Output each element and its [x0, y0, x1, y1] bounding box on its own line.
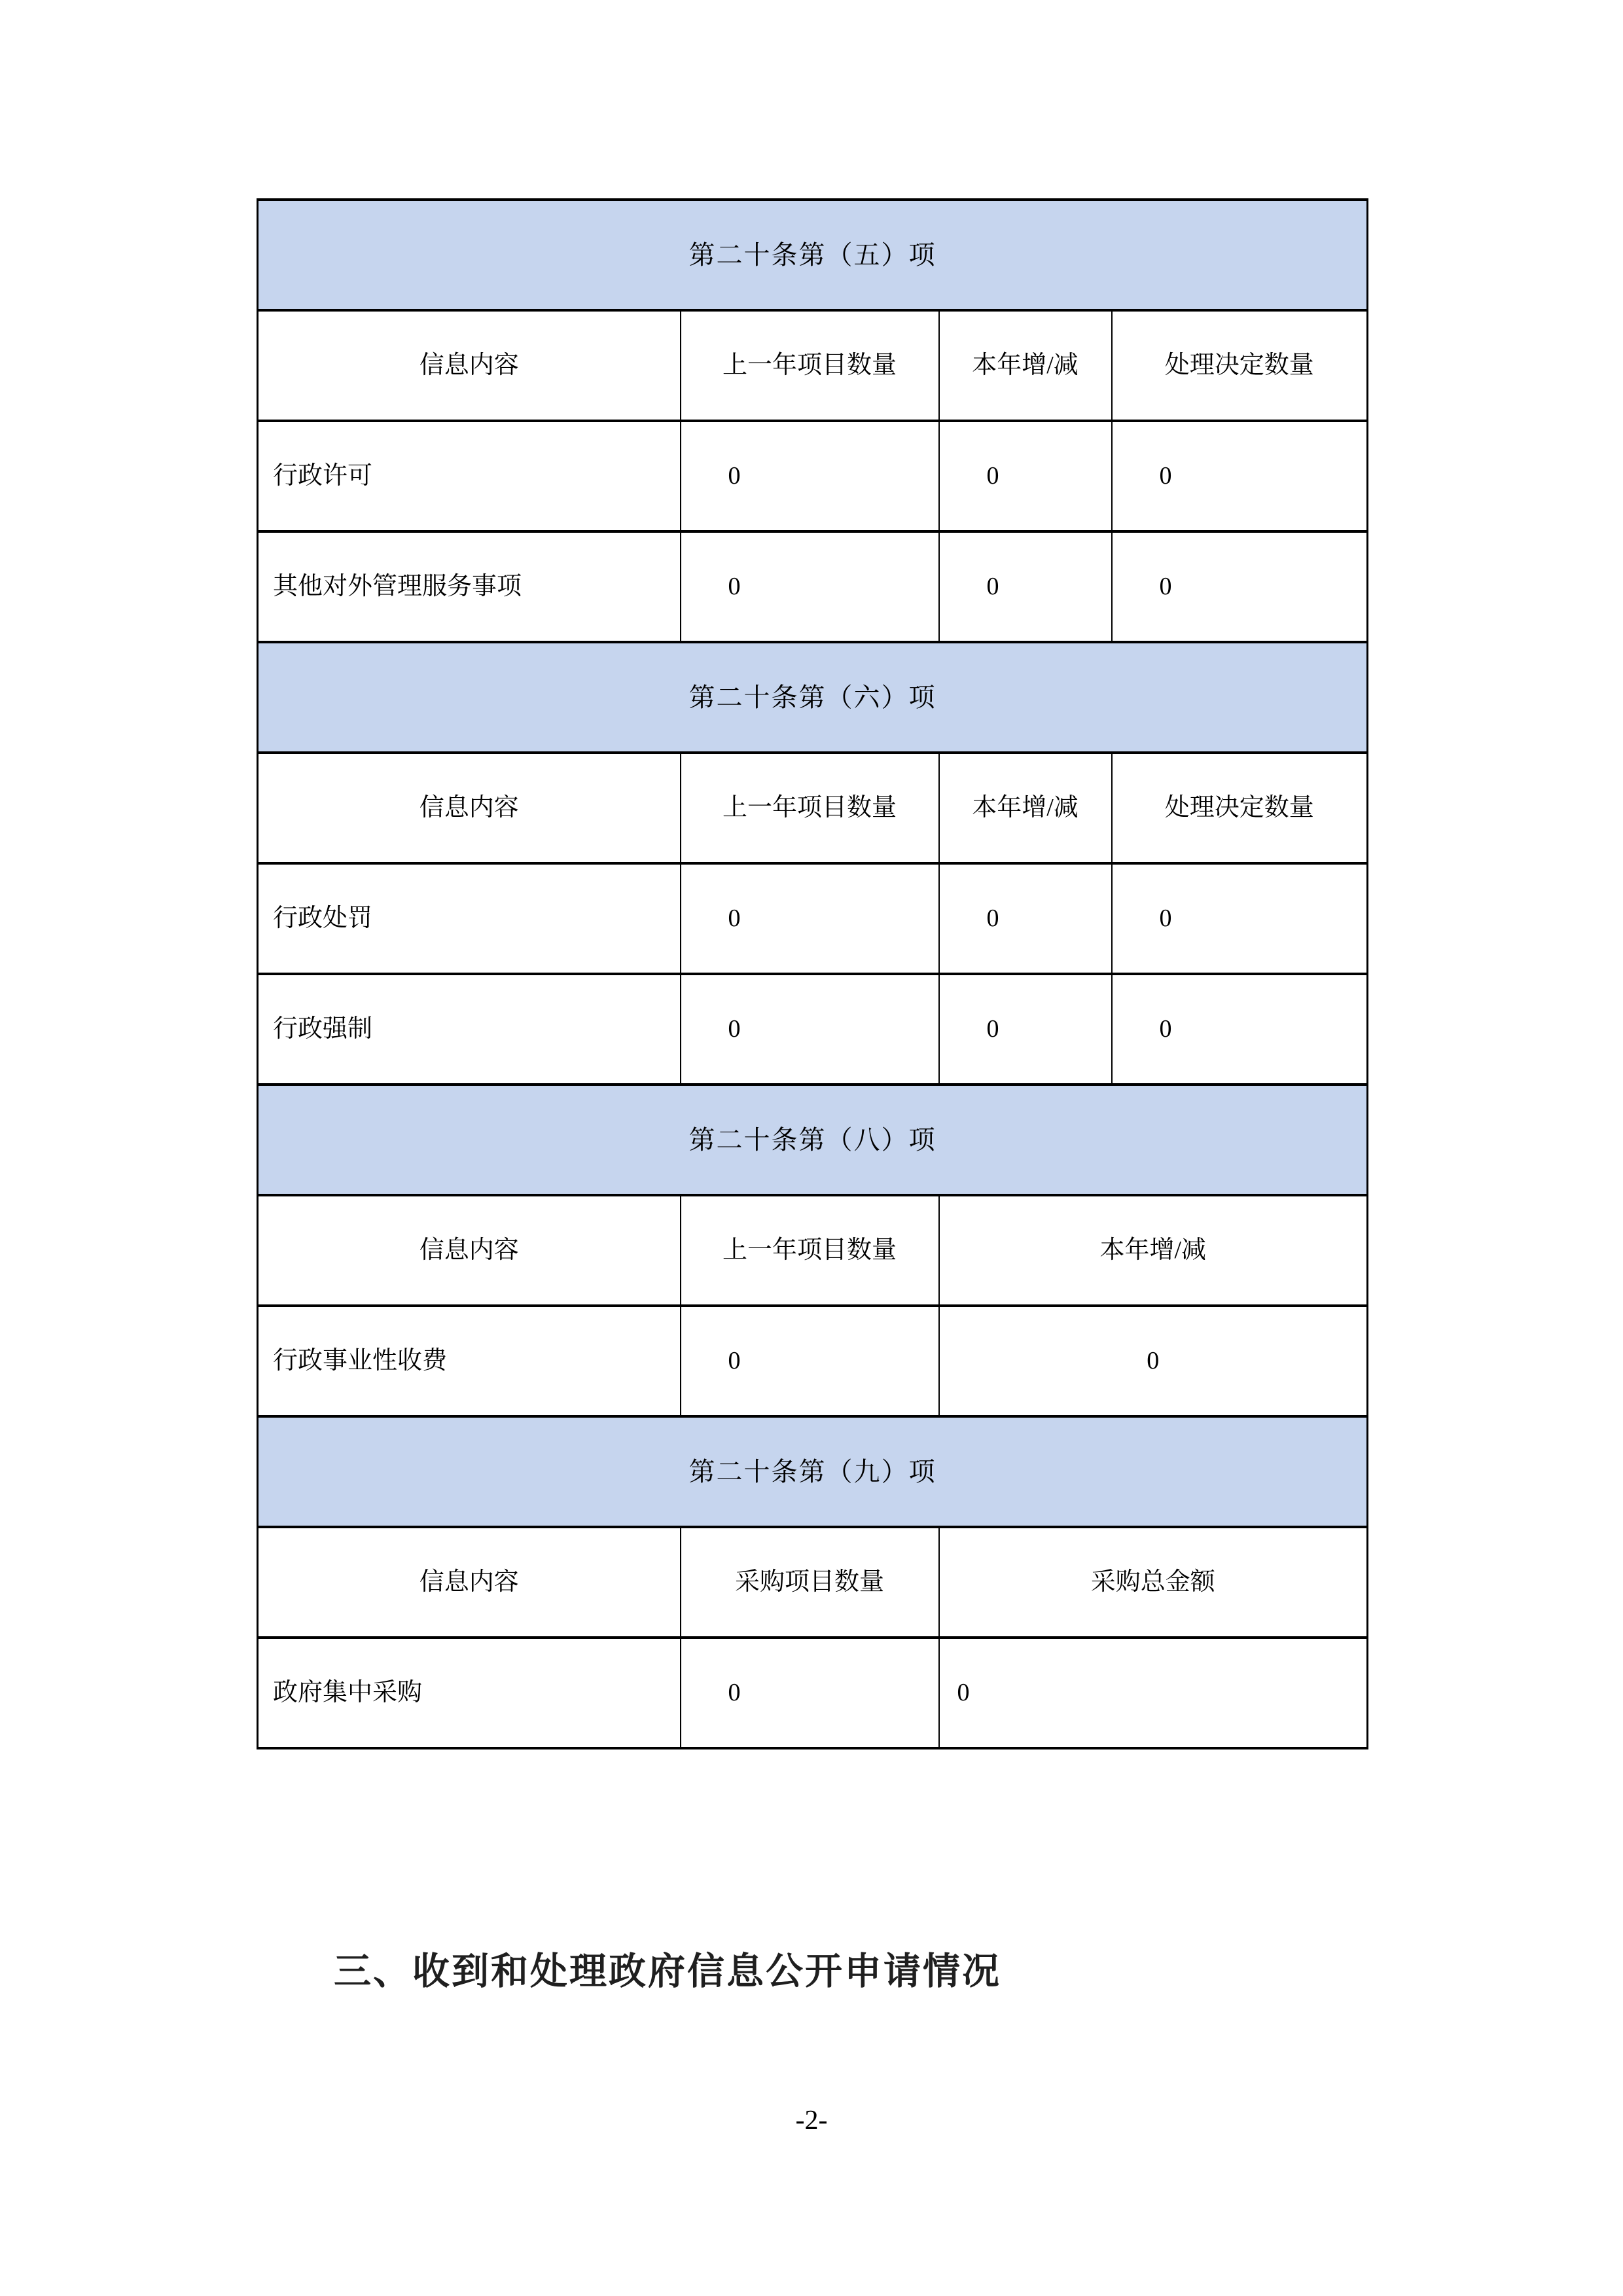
- row-label: 行政强制: [258, 974, 681, 1085]
- cell-value: 0: [939, 531, 1112, 642]
- cell-value: 0: [1112, 974, 1368, 1085]
- row-label: 行政许可: [258, 421, 681, 531]
- column-header: 信息内容: [258, 1527, 681, 1638]
- column-header: 本年增/减: [939, 753, 1112, 863]
- section-header-row-item8: [258, 1085, 1368, 1195]
- table-row: [258, 974, 1368, 1085]
- column-header-row: [258, 1195, 1368, 1306]
- section-title: 第二十条第（九）项: [258, 1416, 1368, 1527]
- column-header: 采购总金额: [939, 1527, 1368, 1638]
- section-title: 第二十条第（六）项: [258, 642, 1368, 753]
- section-title: 第二十条第（五）项: [258, 200, 1368, 310]
- row-label: 行政事业性收费: [258, 1306, 681, 1416]
- section-header-row-item6: [258, 642, 1368, 753]
- cell-value: 0: [939, 863, 1112, 974]
- section-title: 第二十条第（八）项: [258, 1085, 1368, 1195]
- cell-value: 0: [681, 974, 939, 1085]
- cell-value: 0: [681, 1306, 939, 1416]
- table-row: [258, 863, 1368, 974]
- cell-value: 0: [1112, 531, 1368, 642]
- column-header: 上一年项目数量: [681, 753, 939, 863]
- column-header: 处理决定数量: [1112, 753, 1368, 863]
- column-header: 本年增/减: [939, 1195, 1368, 1306]
- cell-value: 0: [939, 1638, 1368, 1748]
- cell-value: 0: [939, 1306, 1368, 1416]
- column-header: 上一年项目数量: [681, 310, 939, 421]
- column-header-row: [258, 310, 1368, 421]
- column-header-row: [258, 753, 1368, 863]
- row-label: 政府集中采购: [258, 1638, 681, 1748]
- column-header: 采购项目数量: [681, 1527, 939, 1638]
- column-header: 本年增/减: [939, 310, 1112, 421]
- column-header: 上一年项目数量: [681, 1195, 939, 1306]
- column-header-row: [258, 1527, 1368, 1638]
- table-row: [258, 1638, 1368, 1748]
- column-header: 信息内容: [258, 753, 681, 863]
- column-header: 处理决定数量: [1112, 310, 1368, 421]
- cell-value: 0: [681, 863, 939, 974]
- cell-value: 0: [939, 974, 1112, 1085]
- table-row: [258, 421, 1368, 531]
- section-heading: 三、收到和处理政府信息公开申请情况: [334, 1950, 1001, 1992]
- cell-value: 0: [681, 531, 939, 642]
- section-header-row-item9: [258, 1416, 1368, 1527]
- column-header: 信息内容: [258, 1195, 681, 1306]
- cell-value: 0: [939, 421, 1112, 531]
- cell-value: 0: [681, 421, 939, 531]
- column-header: 信息内容: [258, 310, 681, 421]
- cell-value: 0: [1112, 421, 1368, 531]
- section-header-row-item5: [258, 200, 1368, 310]
- cell-value: 0: [1112, 863, 1368, 974]
- table-row: [258, 531, 1368, 642]
- row-label: 其他对外管理服务事项: [258, 531, 681, 642]
- page-number: -2-: [795, 2106, 828, 2136]
- cell-value: 0: [681, 1638, 939, 1748]
- row-label: 行政处罚: [258, 863, 681, 974]
- disclosure-items-table: [257, 198, 1368, 1749]
- table-row: [258, 1306, 1368, 1416]
